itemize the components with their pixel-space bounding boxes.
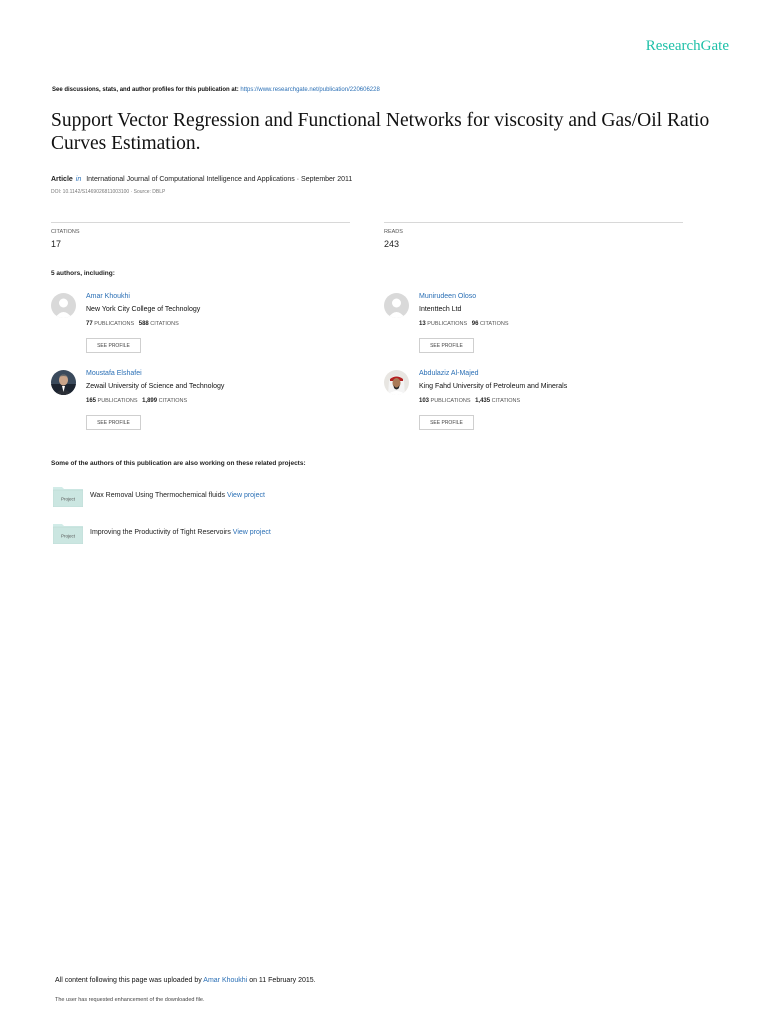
project-icon-label: Project [60, 533, 76, 539]
citations-label: CITATIONS [491, 398, 521, 404]
citations-label: CITATIONS [158, 398, 188, 404]
citations-divider [51, 222, 350, 223]
project-folder-icon [53, 485, 83, 507]
publication-title: Support Vector Regression and Functional Networks for viscosity and Gas/Oil Ratio Curves Estimation. [51, 110, 710, 154]
citations-label: CITATIONS [479, 321, 509, 327]
author-stats [86, 321, 179, 327]
publication-url-link[interactable]: https://www.researchgate.net/publication/220606228 [240, 87, 380, 93]
upload-prefix: All content following this page was uploaded by [55, 977, 202, 984]
citations-count: 1,435 [475, 398, 491, 404]
author-photo[interactable] [51, 370, 76, 395]
citations-label: CITATIONS [150, 321, 179, 327]
publications-label: PUBLICATIONS [94, 321, 135, 327]
publication-date: · September 2011 [296, 176, 353, 183]
publications-label: PUBLICATIONS [430, 398, 471, 404]
publications-count: 13 [419, 321, 426, 327]
article-in: in [75, 176, 82, 183]
related-projects-heading: Some of the authors of this publication are also working on these related projects: [51, 460, 306, 467]
view-project-link[interactable]: View project [226, 492, 265, 499]
publications-count: 103 [419, 398, 430, 404]
authors-heading: 5 authors, including: [51, 270, 115, 277]
author-name-link[interactable]: Abdulaziz Al-Majed [419, 370, 479, 377]
citations-label: CITATIONS [51, 229, 80, 235]
author-name-link[interactable]: Moustafa Elshafei [86, 370, 142, 377]
discussion-notice [52, 87, 380, 93]
enhancement-note: The user has requested enhancement of the downloaded file. [55, 997, 205, 1003]
publications-label: PUBLICATIONS [97, 398, 138, 404]
author-institution: King Fahd University of Petroleum and Minerals [419, 383, 568, 390]
author-institution: New York City College of Technology [86, 306, 201, 313]
publications-count: 165 [86, 398, 97, 404]
reads-divider [384, 222, 683, 223]
researchgate-logo[interactable]: ResearchGate [645, 38, 729, 54]
reads-count: 243 [384, 239, 400, 249]
author-institution: Zewail University of Science and Technology [86, 383, 225, 390]
see-profile-button[interactable]: SEE PROFILE [86, 338, 141, 353]
author-institution: Intenttech Ltd [419, 306, 462, 313]
project-title: Wax Removal Using Thermochemical fluids [90, 492, 225, 499]
citations-count: 1,899 [142, 398, 158, 404]
author-stats [86, 398, 187, 404]
author-stats [419, 321, 509, 327]
citations-count: 17 [51, 239, 62, 249]
publications-label: PUBLICATIONS [427, 321, 468, 327]
project-title: Improving the Productivity of Tight Reservoirs [90, 529, 231, 536]
article-type: Article [51, 176, 73, 183]
see-profile-button[interactable]: SEE PROFILE [419, 338, 474, 353]
project-folder-icon [53, 522, 83, 544]
uploader-link[interactable]: Amar Khoukhi [203, 977, 248, 984]
see-profile-button[interactable]: SEE PROFILE [86, 415, 141, 430]
author-stats [419, 398, 520, 404]
project-item [90, 492, 265, 499]
upload-date: on 11 February 2015. [249, 977, 316, 984]
project-item [90, 529, 271, 536]
author-name-link[interactable]: Munirudeen Oloso [419, 293, 477, 300]
doi-source: DOI: 10.1142/S1469026811003100 · Source: DBLP [51, 189, 166, 195]
publications-count: 77 [86, 321, 93, 327]
reads-label: READS [384, 229, 403, 235]
upload-notice [55, 977, 316, 984]
journal-name[interactable]: International Journal of Computational Intelligence and Applications [86, 176, 295, 183]
author-name-link[interactable]: Amar Khoukhi [86, 293, 130, 300]
citations-count: 588 [138, 321, 149, 327]
see-profile-button[interactable]: SEE PROFILE [419, 415, 474, 430]
project-icon-label: Project [60, 496, 76, 502]
article-meta [51, 176, 352, 183]
citations-count: 96 [471, 321, 479, 327]
avatar-placeholder-icon[interactable] [384, 293, 409, 318]
view-project-link[interactable]: View project [232, 529, 271, 536]
author-photo[interactable] [384, 370, 409, 395]
avatar-placeholder-icon[interactable] [51, 293, 76, 318]
discussion-prefix: See discussions, stats, and author profiles for this publication at: [52, 87, 239, 93]
